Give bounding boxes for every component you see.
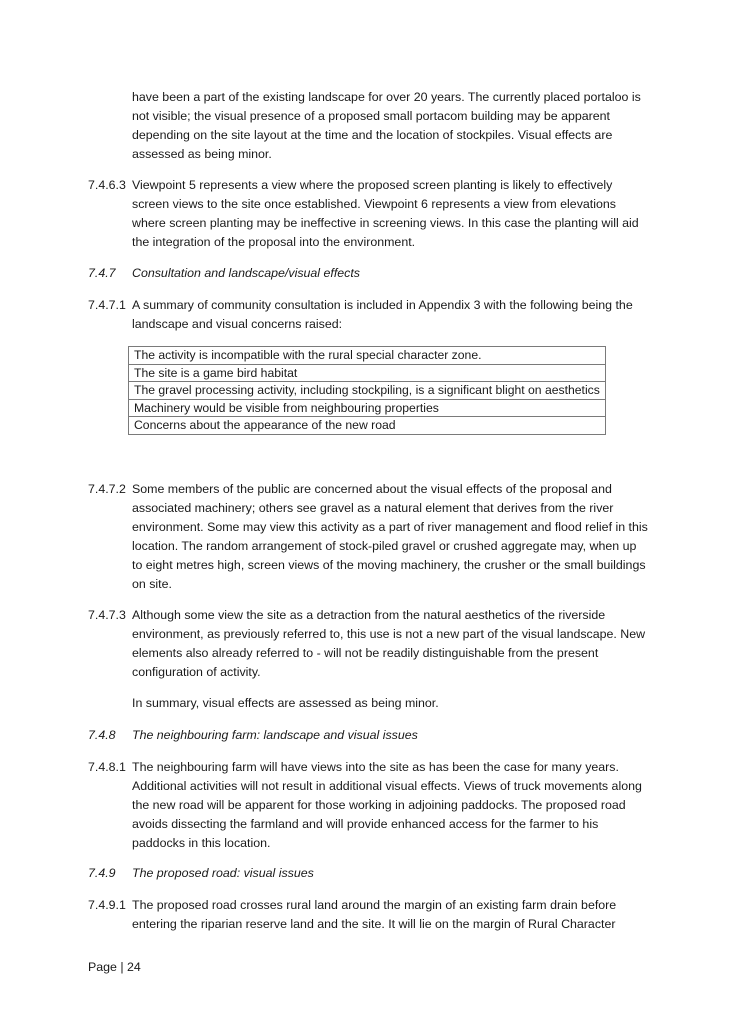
paragraph-number: 7.4.7.1 xyxy=(88,298,126,312)
paragraph-number: 7.4.7.3 xyxy=(88,608,126,622)
concerns-table xyxy=(128,346,606,435)
table-cell: Concerns about the appearance of the new road xyxy=(129,417,606,435)
paragraph-text: The proposed road crosses rural land around the margin of an existing farm drain before entering the riparian reserve land and the site. It will lie on the margin of Rural Character xyxy=(132,898,617,931)
table-row xyxy=(129,347,606,365)
heading-number: 7.4.7 xyxy=(88,266,116,280)
paragraph-text: Viewpoint 5 represents a view where the proposed screen planting is likely to effectively screen views to the site once established. Viewpoint 6 represents a view from elevations where screen planting may be ineffective in screening views. In this case the planting will aid the integration of the proposal into the environment. xyxy=(132,178,639,249)
table-row xyxy=(129,417,606,435)
table-cell: The activity is incompatible with the rural special character zone. xyxy=(129,347,606,365)
heading-text: The proposed road: visual issues xyxy=(132,866,314,880)
table-cell: Machinery would be visible from neighbouring properties xyxy=(129,399,606,417)
heading-7-4-8 xyxy=(88,726,418,745)
table-row xyxy=(129,382,606,400)
paragraph-text: Some members of the public are concerned about the visual effects of the proposal and associated machinery; others see gravel as a natural element that derives from the river environment. Some may view this activity as a part of river management and flood relief in this location. The random arrangement of stock-piled gravel or crushed aggregate may, when up to eight metres high, screen views of the moving machinery, the crusher or the small buildings on site. xyxy=(132,482,648,591)
paragraph-7-4-6-3 xyxy=(88,176,648,252)
page-number-footer: Page | 24 xyxy=(88,960,141,974)
paragraph-7-4-7-2 xyxy=(88,480,648,594)
table-cell: The site is a game bird habitat xyxy=(129,364,606,382)
paragraph-7-4-8-1 xyxy=(88,758,648,853)
heading-text: The neighbouring farm: landscape and visual issues xyxy=(132,728,418,742)
summary-paragraph: In summary, visual effects are assessed as being minor. xyxy=(132,696,439,710)
paragraph-7-4-9-1 xyxy=(88,896,648,934)
paragraph-number: 7.4.7.2 xyxy=(88,482,126,496)
paragraph-7-4-7-1 xyxy=(88,296,648,334)
table-row xyxy=(129,399,606,417)
continuation-paragraph: have been a part of the existing landscape for over 20 years. The currently placed portaloo is not visible; the visual presence of a proposed small portacom building may be apparent depending on the site layout at the time and the location of stockpiles. Visual effects are assessed as being minor. xyxy=(132,90,641,161)
paragraph-7-4-7-3 xyxy=(88,606,648,682)
heading-7-4-9 xyxy=(88,864,314,883)
heading-7-4-7 xyxy=(88,264,360,283)
paragraph-text: A summary of community consultation is included in Appendix 3 with the following being the landscape and visual concerns raised: xyxy=(132,298,633,331)
paragraph-text: The neighbouring farm will have views into the site as has been the case for many years. Additional activities will not result in additional visual effects. Views of truck movements along the new road will be apparent for those working in adjoining paddocks. The proposed road avoids dissecting the farmland and will provide enhanced access for the farmer to his paddocks in this location. xyxy=(132,760,642,850)
paragraph-number: 7.4.9.1 xyxy=(88,898,126,912)
heading-number: 7.4.8 xyxy=(88,728,116,742)
paragraph-number: 7.4.8.1 xyxy=(88,760,126,774)
heading-number: 7.4.9 xyxy=(88,866,116,880)
table-row xyxy=(129,364,606,382)
heading-text: Consultation and landscape/visual effects xyxy=(132,266,360,280)
paragraph-number: 7.4.6.3 xyxy=(88,178,126,192)
table-cell: The gravel processing activity, including stockpiling, is a significant blight on aesthetics xyxy=(129,382,606,400)
paragraph-text: Although some view the site as a detraction from the natural aesthetics of the riverside environment, as previously referred to, this use is not a new part of the visual landscape. New elements also already referred to - will not be readily distinguishable from the present configuration of activity. xyxy=(132,608,646,679)
